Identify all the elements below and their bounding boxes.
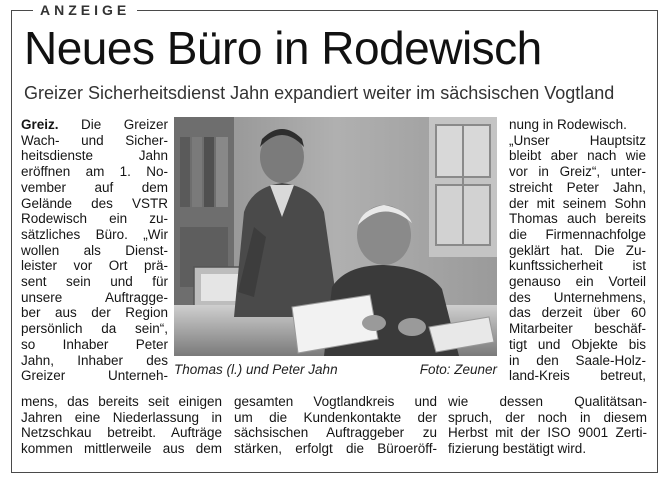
- advert-tag: ANZEIGE: [33, 2, 137, 18]
- col1-line: Greiz. Die Greizer: [21, 117, 168, 132]
- col1-line: vember auf dem: [21, 179, 168, 195]
- col1-line: sent sein und für: [21, 274, 168, 290]
- text-column-2: [234, 394, 437, 457]
- col4-line: land-Kreis betreut,: [509, 368, 646, 384]
- col1b-line: mens, das bereits seit einigen: [21, 394, 222, 409]
- col1-line: Greizer Unterneh-: [21, 368, 168, 384]
- col1-line: sätzliches Büro. „Wir: [21, 226, 168, 242]
- text-column-1-bottom: [21, 394, 222, 457]
- subheadline: Greizer Sicherheitsdienst Jahn expandiert weiter im sächsischen Vogtland: [24, 83, 615, 103]
- col3-line: fizierung bestätigt wird.: [448, 441, 587, 457]
- col1-line: wollen als Dienst-: [21, 242, 168, 258]
- col4-line: des Unternehmens,: [509, 289, 646, 305]
- col4-line: tigt und Objekte bis: [509, 336, 646, 352]
- caption-text: Thomas (l.) und Peter Jahn: [174, 362, 338, 377]
- col4-line: streicht Peter Jahn,: [509, 179, 646, 195]
- col4-line: nung in Rodewisch.: [509, 117, 627, 132]
- col2-line: um die Kundenkontakte der: [234, 409, 437, 425]
- col4-line: vor in Greiz“, unter-: [509, 164, 646, 180]
- text-column-1: [21, 117, 168, 384]
- photo-illustration: [174, 117, 497, 356]
- col4-line: bleibt aber nach wie: [509, 148, 646, 164]
- col4-line: Mitarbeiter beschäf-: [509, 321, 646, 337]
- col1-line: heitsdienste Jahn: [21, 148, 168, 164]
- col1-line: Rodewisch ein zu-: [21, 211, 168, 227]
- col1-line: unsere Auftragge-: [21, 289, 168, 305]
- text-column-3: [448, 394, 647, 457]
- col4-line: der mit seinem Sohn: [509, 195, 646, 211]
- col4-line: Thomas auch bereits: [509, 211, 646, 227]
- col4-line: geklärt hat. Die Zu-: [509, 242, 646, 258]
- col1b-line: Netzschkau betreibt. Aufträge: [21, 425, 222, 441]
- col4-line: genauso ein Vorteil: [509, 274, 646, 290]
- col1-line: leister vor Ort prä-: [21, 258, 168, 274]
- dateline: Greiz.: [21, 117, 59, 132]
- photo-caption: [174, 362, 497, 380]
- col1-line: Wach- und Sicher-: [21, 132, 168, 148]
- col2-line: sächsischen Auftraggeber zu: [234, 425, 437, 441]
- article-photo: [174, 117, 497, 356]
- col4-line: das derzeit über 60: [509, 305, 646, 321]
- col1-line: eröffnen am 1. No-: [21, 164, 168, 180]
- photo-credit: Foto: Zeuner: [419, 362, 497, 377]
- col1-line: persönlich da sein“,: [21, 321, 168, 337]
- col1b-line: kommen mittlerweile aus dem: [21, 441, 222, 457]
- col2-line: stärken, erfolgt die Büroeröff-: [234, 441, 437, 457]
- col4-line: kunftssicherheit ist: [509, 258, 646, 274]
- col3-line: spruch, der noch in diesem: [448, 409, 647, 425]
- col1-line: ber aus der Region: [21, 305, 168, 321]
- col1b-line: Jahren eine Niederlassung in: [21, 409, 222, 425]
- headline: Neues Büro in Rodewisch: [24, 22, 542, 74]
- col1-line: Gelände des VSTR: [21, 195, 168, 211]
- col4-line: „Unser Hauptsitz: [509, 132, 646, 148]
- col1-line: Jahn, Inhaber des: [21, 352, 168, 368]
- col3-line: wie dessen Qualitätsan-: [448, 394, 647, 409]
- col4-line: die Firmennachfolge: [509, 226, 646, 242]
- col1-line: so Inhaber Peter: [21, 336, 168, 352]
- text-column-4: [509, 117, 646, 384]
- col3-line: Herbst mit der ISO 9001 Zerti-: [448, 425, 647, 441]
- col2-line: gesamten Vogtlandkreis und: [234, 394, 437, 409]
- col4-line: in den Saale-Holz-: [509, 352, 646, 368]
